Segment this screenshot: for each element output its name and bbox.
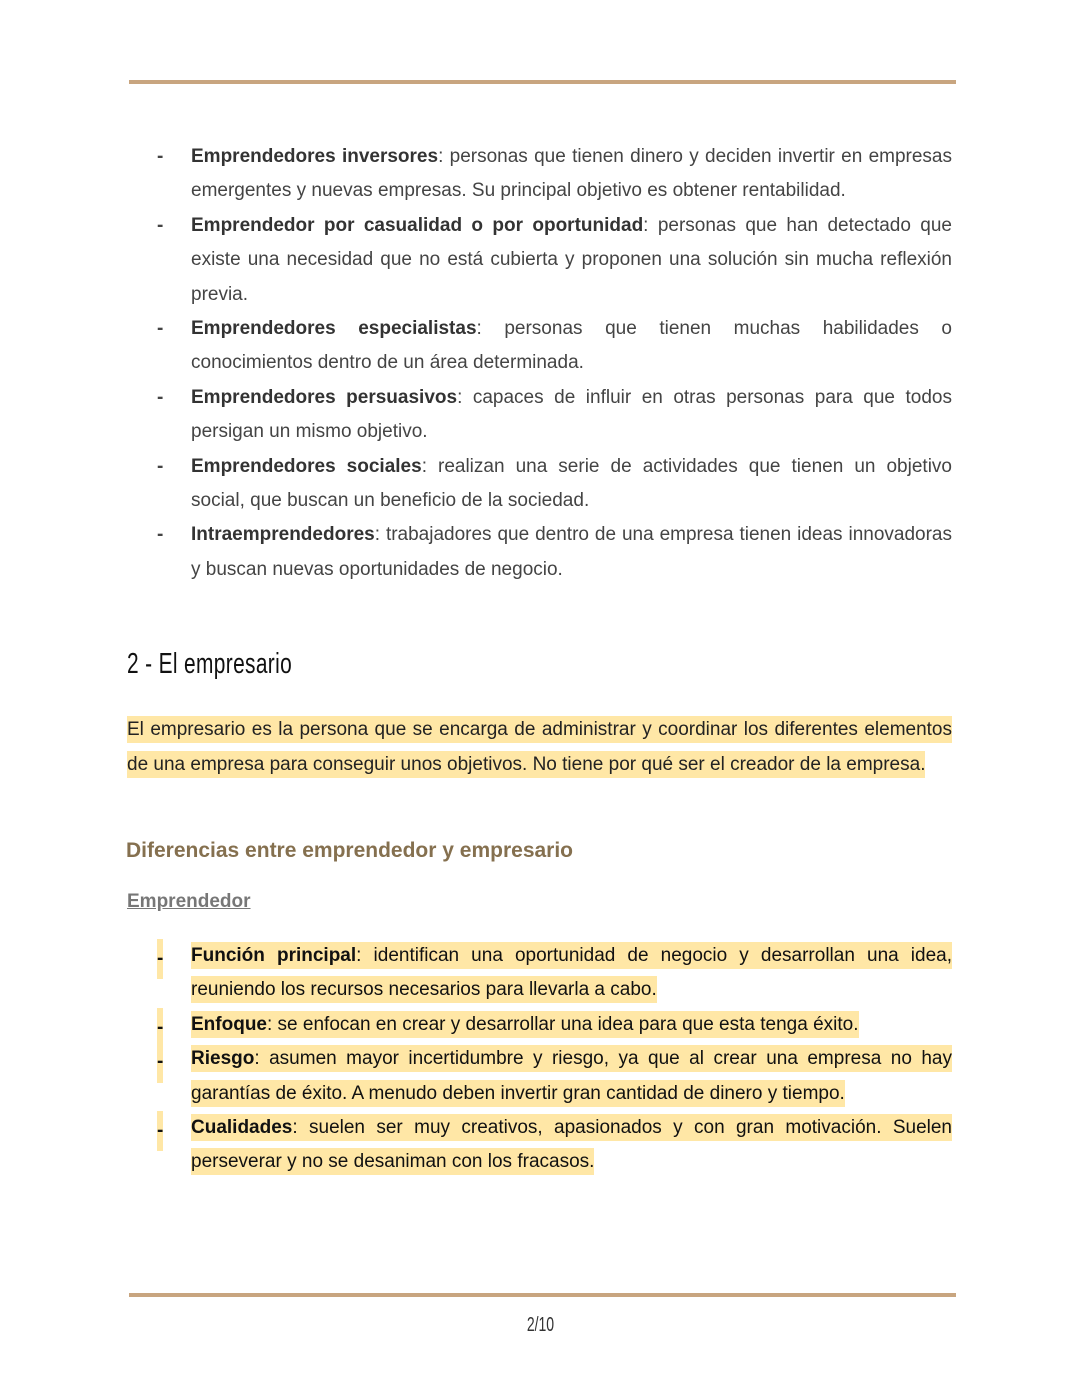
term: Enfoque bbox=[191, 1013, 267, 1035]
description: : capaces de influir en otras personas para que todos persigan un mismo objetivo. bbox=[191, 386, 952, 443]
subsection-title: Diferencias entre emprendedor y empresario bbox=[126, 839, 574, 862]
term: Emprendedores especialistas bbox=[191, 318, 477, 340]
term: Emprendedores inversores bbox=[191, 146, 439, 167]
emprendedor-traits-list bbox=[127, 939, 952, 1180]
list-item bbox=[127, 450, 952, 519]
term: Función principal bbox=[191, 945, 357, 966]
bullet-dash: - bbox=[157, 524, 164, 546]
list-item bbox=[127, 1008, 952, 1042]
term: Cualidades bbox=[191, 1117, 293, 1139]
page-number bbox=[0, 1314, 1080, 1337]
bullet-dash: - bbox=[157, 386, 164, 408]
section-title: 2 - El empresario bbox=[127, 648, 293, 680]
bullet-dash: - bbox=[157, 1008, 163, 1048]
bullet-dash: - bbox=[157, 939, 163, 979]
term: Riesgo bbox=[191, 1048, 255, 1070]
list-item bbox=[127, 209, 952, 312]
term: Intraemprendedores bbox=[191, 524, 375, 546]
description: : asumen mayor incertidumbre y riesgo, ya que al crear una empresa no hay garantías de éxito. A menudo deben invertir gran cantidad de dinero y tiempo. bbox=[191, 1048, 952, 1104]
page-number-text: 2/10 bbox=[526, 1314, 554, 1336]
bullet-dash: - bbox=[157, 1111, 163, 1151]
list-item bbox=[127, 939, 952, 1008]
bullet-dash: - bbox=[157, 318, 164, 340]
bullet-dash: - bbox=[157, 1042, 163, 1082]
term: Emprendedor por casualidad o por oportunidad bbox=[191, 214, 644, 236]
list-item bbox=[127, 381, 952, 450]
list-item bbox=[127, 312, 952, 381]
description: : personas que tienen dinero y deciden invertir en empresas emergentes y nuevas empresas. Su principal objetivo es obtener rentabilidad. bbox=[191, 146, 953, 202]
list-item bbox=[127, 518, 952, 587]
header-rule bbox=[129, 80, 956, 84]
footer-rule bbox=[129, 1293, 956, 1297]
description: : se enfocan en crear y desarrollar una idea para que esta tenga éxito. bbox=[267, 1013, 859, 1035]
definition-paragraph bbox=[127, 713, 952, 782]
description: : personas que han detectado que existe una necesidad que no está cubierta y proponen una solución sin mucha reflexión previa. bbox=[191, 214, 952, 305]
description: : trabajadores que dentro de una empresa tienen ideas innovadoras y buscan nuevas oportunidades de negocio. bbox=[191, 524, 952, 580]
description: : realizan una serie de actividades que tienen un objetivo social, que buscan un beneficio de la sociedad. bbox=[191, 455, 952, 512]
bullet-dash: - bbox=[157, 214, 164, 236]
list-item bbox=[127, 140, 952, 209]
bullet-dash: - bbox=[157, 455, 164, 477]
term: Emprendedores sociales bbox=[191, 455, 422, 477]
entrepreneur-types-list bbox=[127, 140, 952, 587]
highlighted-text: El empresario es la persona que se encarga de administrar y coordinar los diferentes elementos de una empresa para conseguir unos objetivos. No tiene por qué ser el creador de la empresa. bbox=[127, 716, 952, 778]
description: : identifican una oportunidad de negocio y desarrollan una idea, reuniendo los recursos necesarios para llevarla a cabo. bbox=[191, 945, 952, 1001]
list-item bbox=[127, 1042, 952, 1111]
list-item bbox=[127, 1111, 952, 1180]
description: : personas que tienen muchas habilidades o conocimientos dentro de un área determinada. bbox=[191, 318, 952, 374]
term: Emprendedores persuasivos bbox=[191, 386, 458, 408]
sub-subsection-title: Emprendedor bbox=[127, 891, 251, 912]
description: : suelen ser muy creativos, apasionados y con gran motivación. Suelen perseverar y no se desaniman con los fracasos. bbox=[191, 1117, 952, 1173]
bullet-dash: - bbox=[157, 146, 164, 167]
